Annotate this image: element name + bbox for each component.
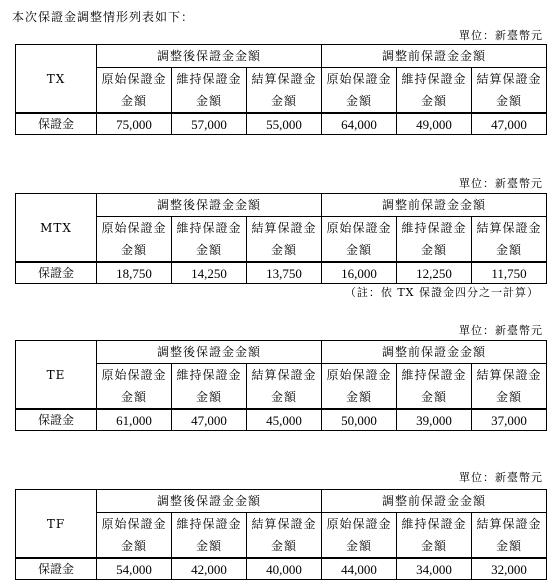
value-clearing-before: 32,000	[472, 558, 547, 580]
value-maintenance-after: 42,000	[172, 558, 247, 580]
margin-table-mtx	[15, 193, 547, 284]
margin-table-tx	[15, 44, 547, 135]
group-header-before: 調整前保證金金額	[322, 341, 547, 364]
row-label: 保證金	[16, 409, 97, 431]
sub-header-initial-before: 原始保證金 金額	[322, 364, 397, 410]
unit-label-te: 單位：新臺幣元	[459, 324, 543, 337]
unit-label-tx: 單位：新臺幣元	[459, 29, 543, 42]
group-header-before: 調整前保證金金額	[322, 490, 547, 513]
row-label: 保證金	[16, 262, 97, 284]
sub-header-maintenance-before: 維持保證金 金額	[397, 217, 472, 263]
sub-header-clearing-after: 結算保證金 金額	[247, 68, 322, 114]
sub-header-clearing-before: 結算保證金 金額	[472, 513, 547, 559]
sub-header-clearing-before: 結算保證金 金額	[472, 68, 547, 114]
value-clearing-after: 55,000	[247, 113, 322, 135]
value-clearing-before: 47,000	[472, 113, 547, 135]
sub-header-maintenance-before: 維持保證金 金額	[397, 364, 472, 410]
row-label: 保證金	[16, 113, 97, 135]
value-maintenance-before: 49,000	[397, 113, 472, 135]
value-initial-after: 61,000	[97, 409, 172, 431]
value-initial-before: 16,000	[322, 262, 397, 284]
group-header-after: 調整後保證金金額	[97, 45, 322, 68]
value-maintenance-after: 14,250	[172, 262, 247, 284]
sub-header-initial-after: 原始保證金 金額	[97, 364, 172, 410]
product-cell: TF	[16, 490, 97, 559]
sub-header-initial-after: 原始保證金 金額	[97, 513, 172, 559]
value-maintenance-before: 12,250	[397, 262, 472, 284]
sub-header-clearing-after: 結算保證金 金額	[247, 364, 322, 410]
intro-text: 本次保證金調整情形列表如下：	[12, 10, 195, 24]
unit-label-mtx: 單位：新臺幣元	[459, 177, 543, 190]
sub-header-maintenance-before: 維持保證金 金額	[397, 68, 472, 114]
margin-table-te	[15, 340, 547, 431]
group-header-after: 調整後保證金金額	[97, 194, 322, 217]
sub-header-maintenance-after: 維持保證金 金額	[172, 217, 247, 263]
sub-header-initial-after: 原始保證金 金額	[97, 217, 172, 263]
product-cell: MTX	[16, 194, 97, 263]
sub-header-clearing-before: 結算保證金 金額	[472, 217, 547, 263]
unit-label-tf: 單位：新臺幣元	[459, 471, 543, 484]
value-maintenance-after: 57,000	[172, 113, 247, 135]
value-clearing-after: 45,000	[247, 409, 322, 431]
sub-header-clearing-after: 結算保證金 金額	[247, 217, 322, 263]
value-initial-after: 54,000	[97, 558, 172, 580]
group-header-before: 調整前保證金金額	[322, 45, 547, 68]
value-initial-before: 44,000	[322, 558, 397, 580]
row-label: 保證金	[16, 558, 97, 580]
margin-table-tf	[15, 489, 547, 580]
sub-header-maintenance-before: 維持保證金 金額	[397, 513, 472, 559]
value-clearing-after: 13,750	[247, 262, 322, 284]
value-initial-after: 75,000	[97, 113, 172, 135]
value-clearing-after: 40,000	[247, 558, 322, 580]
value-maintenance-after: 47,000	[172, 409, 247, 431]
product-cell: TE	[16, 341, 97, 410]
value-clearing-before: 37,000	[472, 409, 547, 431]
sub-header-maintenance-after: 維持保證金 金額	[172, 513, 247, 559]
value-maintenance-before: 34,000	[397, 558, 472, 580]
value-clearing-before: 11,750	[472, 262, 547, 284]
sub-header-maintenance-after: 維持保證金 金額	[172, 364, 247, 410]
value-initial-after: 18,750	[97, 262, 172, 284]
sub-header-maintenance-after: 維持保證金 金額	[172, 68, 247, 114]
sub-header-initial-before: 原始保證金 金額	[322, 68, 397, 114]
value-initial-before: 50,000	[322, 409, 397, 431]
group-header-after: 調整後保證金金額	[97, 341, 322, 364]
sub-header-initial-after: 原始保證金 金額	[97, 68, 172, 114]
sub-header-initial-before: 原始保證金 金額	[322, 217, 397, 263]
product-cell: TX	[16, 45, 97, 114]
mtx-footnote: （註：依 TX 保證金四分之一計算）	[344, 286, 539, 299]
sub-header-initial-before: 原始保證金 金額	[322, 513, 397, 559]
value-initial-before: 64,000	[322, 113, 397, 135]
value-maintenance-before: 39,000	[397, 409, 472, 431]
sub-header-clearing-after: 結算保證金 金額	[247, 513, 322, 559]
group-header-before: 調整前保證金金額	[322, 194, 547, 217]
sub-header-clearing-before: 結算保證金 金額	[472, 364, 547, 410]
group-header-after: 調整後保證金金額	[97, 490, 322, 513]
